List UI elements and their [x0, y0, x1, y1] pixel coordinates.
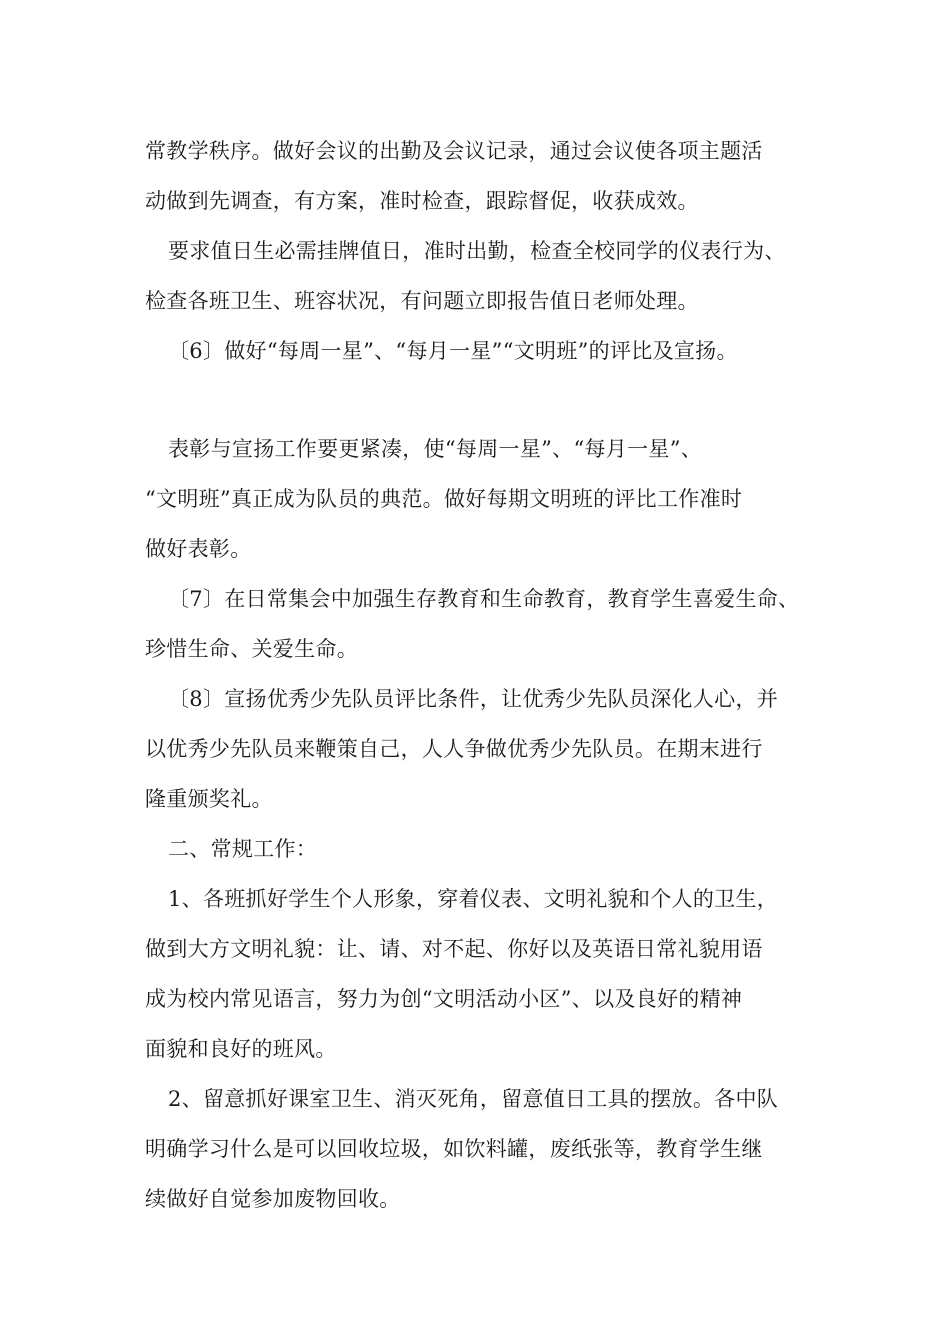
text-line: 〔7〕在日常集会中加强生存教育和生命教育，教育学生喜爱生命、: [168, 587, 800, 611]
text-line: 隆重颁奖礼。: [145, 787, 273, 811]
text-line: 要求值日生必需挂牌值日，准时出勤，检查全校同学的仪表行为、: [168, 239, 786, 263]
text-line: 1、各班抓好学生个人形象，穿着仪表、文明礼貌和个人的卫生，: [168, 887, 779, 911]
text-line: 做到大方文明礼貌：让、请、对不起、你好以及英语日常礼貌用语: [145, 937, 763, 961]
text-line: 检查各班卫生、班容状况，有问题立即报告值日老师处理。: [145, 289, 699, 313]
text-line: 以优秀少先队员来鞭策自己，人人争做优秀少先队员。在期末进行: [145, 737, 763, 761]
text-line: 做好表彰。: [145, 537, 252, 561]
text-line: 动做到先调查，有方案，准时检查，跟踪督促，收获成效。: [145, 189, 699, 213]
text-line: 2、留意抓好课室卫生、消灭死角，留意值日工具的摆放。各中队: [168, 1087, 779, 1111]
text-line: 成为校内常见语言，努力为创“文明活动小区”、以及良好的精神: [145, 987, 743, 1011]
text-line: 续做好自觉参加废物回收。: [145, 1187, 401, 1211]
text-line: 〔8〕宣扬优秀少先队员评比条件，让优秀少先队员深化人心，并: [168, 687, 779, 711]
text-line: “文明班”真正成为队员的典范。做好每期文明班的评比工作准时: [145, 487, 743, 511]
text-line: 面貌和良好的班风。: [145, 1037, 337, 1061]
text-line: 表彰与宣扬工作要更紧凑，使“每周一星”、“每月一星”、: [168, 437, 703, 461]
text-line: 明确学习什么是可以回收垃圾，如饮料罐，废纸张等，教育学生继: [145, 1137, 763, 1161]
text-line: 常教学秩序。做好会议的出勤及会议记录，通过会议使各项主题活: [145, 139, 763, 163]
section-heading: 二、常规工作：: [168, 837, 318, 861]
text-line: 〔6〕做好“每周一星”、“每月一星”“文明班”的评比及宣扬。: [168, 339, 738, 363]
text-line: 珍惜生命、关爱生命。: [145, 637, 358, 661]
